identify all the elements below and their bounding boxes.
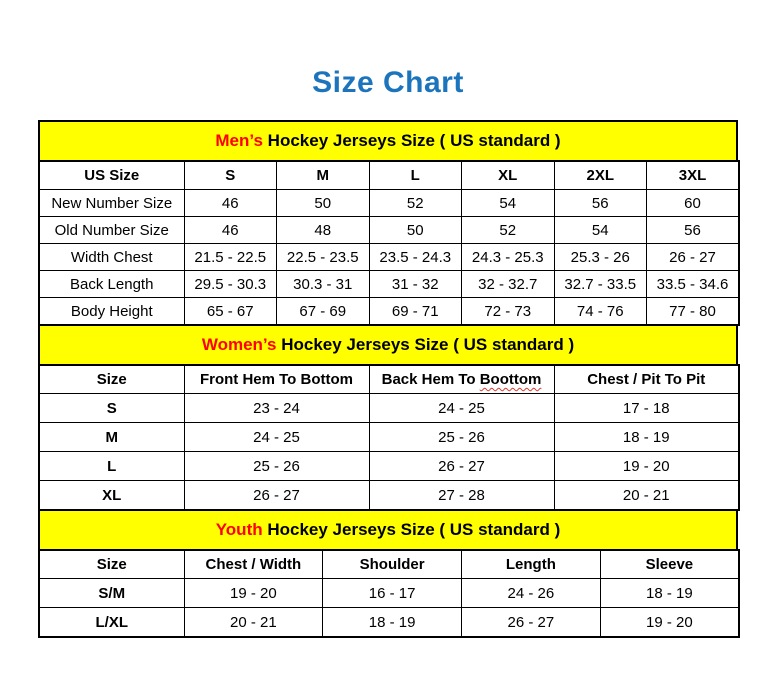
mens-section-label-highlight: Men’s <box>215 131 263 150</box>
table-row <box>39 423 739 452</box>
row-label: Width Chest <box>39 244 184 271</box>
mens-size-table <box>38 160 740 326</box>
table-row <box>39 217 739 244</box>
womens-section-label: Hockey Jerseys Size ( US standard ) <box>276 335 575 354</box>
size-cell: 26 - 27 <box>462 608 601 638</box>
size-cell: 65 - 67 <box>184 298 277 326</box>
size-cell: 54 <box>554 217 647 244</box>
size-cell: 69 - 71 <box>369 298 462 326</box>
size-cell: 50 <box>277 190 370 217</box>
row-label: XL <box>39 481 184 511</box>
column-header: Length <box>462 550 601 579</box>
size-cell: 33.5 - 34.6 <box>647 271 740 298</box>
row-label: M <box>39 423 184 452</box>
size-cell: 18 - 19 <box>554 423 739 452</box>
row-label: Back Length <box>39 271 184 298</box>
row-label: New Number Size <box>39 190 184 217</box>
size-chart-tables <box>38 120 738 638</box>
size-cell: 32 - 32.7 <box>462 271 555 298</box>
size-cell: 72 - 73 <box>462 298 555 326</box>
youth-section-label: Hockey Jerseys Size ( US standard ) <box>262 520 561 539</box>
size-cell: 26 - 27 <box>369 452 554 481</box>
size-cell: 52 <box>369 190 462 217</box>
size-cell: 24 - 25 <box>184 423 369 452</box>
size-cell: 67 - 69 <box>277 298 370 326</box>
mens-section-label: Hockey Jerseys Size ( US standard ) <box>262 131 561 150</box>
table-row <box>39 244 739 271</box>
size-cell: 56 <box>647 217 740 244</box>
table-row <box>39 298 739 326</box>
size-cell: 24 - 25 <box>369 394 554 423</box>
column-header: Chest / Width <box>184 550 323 579</box>
size-cell: 19 - 20 <box>600 608 739 638</box>
row-label: S <box>39 394 184 423</box>
row-label: Old Number Size <box>39 217 184 244</box>
size-cell: 54 <box>462 190 555 217</box>
size-cell: 19 - 20 <box>184 579 323 608</box>
table-row <box>39 481 739 511</box>
size-cell: 60 <box>647 190 740 217</box>
column-header: 3XL <box>647 161 740 190</box>
size-cell: 25 - 26 <box>184 452 369 481</box>
womens-section-label-highlight: Women’s <box>201 335 277 354</box>
size-cell: 27 - 28 <box>369 481 554 511</box>
size-cell: 21.5 - 22.5 <box>184 244 277 271</box>
size-cell: 32.7 - 33.5 <box>554 271 647 298</box>
size-cell: 25.3 - 26 <box>554 244 647 271</box>
column-header: Size <box>39 365 184 394</box>
size-cell: 19 - 20 <box>554 452 739 481</box>
column-header-text: Back Hem To <box>381 371 480 388</box>
size-cell: 23 - 24 <box>184 394 369 423</box>
column-header: Shoulder <box>323 550 462 579</box>
size-cell: 29.5 - 30.3 <box>184 271 277 298</box>
column-header: Chest / Pit To Pit <box>554 365 739 394</box>
youth-section-band <box>38 509 738 551</box>
misspelled-word: Boottom <box>479 371 542 388</box>
size-cell: 56 <box>554 190 647 217</box>
womens-header-row <box>39 365 739 394</box>
size-cell: 50 <box>369 217 462 244</box>
table-row <box>39 452 739 481</box>
mens-section-band <box>38 120 738 162</box>
row-label: L <box>39 452 184 481</box>
column-header: Sleeve <box>600 550 739 579</box>
size-cell: 31 - 32 <box>369 271 462 298</box>
mens-header-row <box>39 161 739 190</box>
size-cell: 46 <box>184 217 277 244</box>
size-cell: 23.5 - 24.3 <box>369 244 462 271</box>
size-cell: 22.5 - 23.5 <box>277 244 370 271</box>
row-label: Body Height <box>39 298 184 326</box>
youth-size-table <box>38 549 740 638</box>
size-cell: 77 - 80 <box>647 298 740 326</box>
table-row <box>39 271 739 298</box>
column-header: Size <box>39 550 184 579</box>
row-label: L/XL <box>39 608 184 638</box>
row-label: S/M <box>39 579 184 608</box>
size-cell: 18 - 19 <box>323 608 462 638</box>
size-cell: 17 - 18 <box>554 394 739 423</box>
column-header: US Size <box>39 161 184 190</box>
size-cell: 30.3 - 31 <box>277 271 370 298</box>
table-row <box>39 579 739 608</box>
youth-section-label-highlight: Youth <box>215 520 263 539</box>
column-header <box>369 365 554 394</box>
size-cell: 25 - 26 <box>369 423 554 452</box>
column-header: XL <box>462 161 555 190</box>
column-header: 2XL <box>554 161 647 190</box>
size-cell: 74 - 76 <box>554 298 647 326</box>
womens-section-band <box>38 324 738 366</box>
youth-header-row <box>39 550 739 579</box>
size-cell: 24 - 26 <box>462 579 601 608</box>
column-header: S <box>184 161 277 190</box>
table-row <box>39 608 739 638</box>
table-row <box>39 190 739 217</box>
size-cell: 26 - 27 <box>184 481 369 511</box>
size-cell: 46 <box>184 190 277 217</box>
table-row <box>39 394 739 423</box>
size-cell: 20 - 21 <box>554 481 739 511</box>
size-cell: 48 <box>277 217 370 244</box>
womens-size-table <box>38 364 740 511</box>
column-header: Front Hem To Bottom <box>184 365 369 394</box>
size-cell: 18 - 19 <box>600 579 739 608</box>
size-cell: 26 - 27 <box>647 244 740 271</box>
column-header: L <box>369 161 462 190</box>
size-cell: 24.3 - 25.3 <box>462 244 555 271</box>
size-cell: 52 <box>462 217 555 244</box>
page-title: Size Chart <box>312 66 464 99</box>
column-header: M <box>277 161 370 190</box>
size-cell: 16 - 17 <box>323 579 462 608</box>
size-cell: 20 - 21 <box>184 608 323 638</box>
